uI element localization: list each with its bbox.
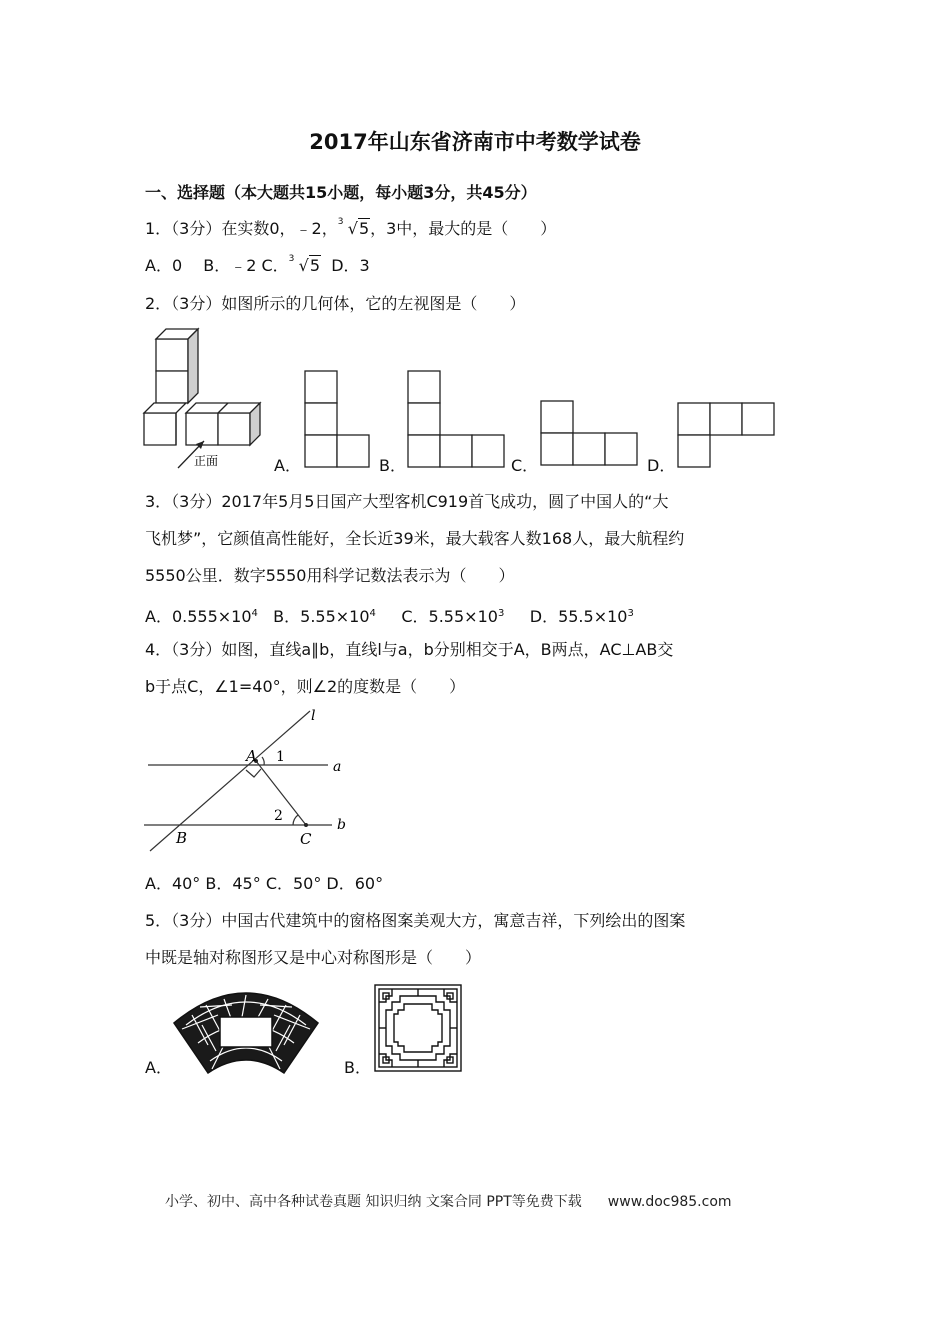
q2-option-a-figure xyxy=(304,370,370,468)
question-3-line-1: 3．（3分）2017年5月5日国产大型客机C919首飞成功，圆了中国人的“大 xyxy=(145,492,669,511)
q2-label-d: D． xyxy=(647,456,676,475)
q3-option-d: D．55.5×10 xyxy=(529,607,628,626)
question-3-options xyxy=(145,604,634,627)
solid-figure xyxy=(140,325,270,475)
question-5-line-2: 中既是轴对称图形又是中心对称图形是（ ） xyxy=(145,948,482,967)
question-1-stem xyxy=(145,219,556,239)
question-3-line-3: 5550公里．数字5550用科学记数法表示为（ ） xyxy=(145,566,515,585)
root-radicand: 5 xyxy=(309,256,321,275)
point-a-label: A xyxy=(246,747,257,765)
footer-text: 小学、初中、高中各种试卷真题 知识归纳 文案合同 PPT等免费下载 xyxy=(165,1194,582,1210)
option-c-cube-root-5: 3 √5 xyxy=(289,256,321,276)
page-footer xyxy=(165,1191,732,1211)
q3-option-b: B．5.55×10 xyxy=(273,607,370,626)
root-index: 3 xyxy=(337,217,344,227)
q5-square-lattice-figure xyxy=(374,984,462,1072)
q2-option-d-figure xyxy=(677,402,775,468)
q3-option-c-exponent: 3 xyxy=(497,608,505,619)
q3-option-b-exponent: 4 xyxy=(369,608,376,619)
page-title: 2017年山东省济南市中考数学试卷 xyxy=(309,130,641,154)
question-1-options xyxy=(145,256,370,276)
question-4-line-1: 4．（3分）如图，直线a∥b，直线l与a，b分别相交于A，B两点，AC⊥AB交 xyxy=(145,640,674,659)
question-5-line-1: 5．（3分）中国古代建筑中的窗格图案美观大方，寓意吉祥，下列绘出的图案 xyxy=(145,911,686,930)
front-label: 正面 xyxy=(194,454,219,468)
q3-option-d-exponent: 3 xyxy=(627,608,634,619)
q1-stem-part-a: 1．（3分）在实数0，﹣2， xyxy=(145,219,338,238)
angle-2-label: 2 xyxy=(274,808,283,824)
q3-option-a-exponent: 4 xyxy=(251,608,258,619)
question-4-options: A．40° B．45° C．50° D．60° xyxy=(145,874,384,893)
q2-label-b: B． xyxy=(379,456,406,475)
q3-option-a: A．0.555×10 xyxy=(145,607,252,626)
question-2-stem: 2．（3分）如图所示的几何体，它的左视图是（ ） xyxy=(145,294,526,313)
root-radicand: 5 xyxy=(358,219,370,238)
q5-label-a: A． xyxy=(145,1058,172,1077)
q2-label-a: A． xyxy=(274,456,301,475)
q5-fan-lattice-figure xyxy=(172,985,320,1077)
line-a-label: a xyxy=(333,759,342,775)
point-b-label: B xyxy=(176,829,188,847)
q2-option-c-figure xyxy=(540,400,638,466)
question-4-line-2: b于点C，∠1=40°，则∠2的度数是（ ） xyxy=(145,677,466,696)
cube-root-5: 3 √5 xyxy=(338,219,370,239)
parallel-lines-figure xyxy=(140,705,355,855)
q5-label-b: B． xyxy=(344,1058,371,1077)
footer-url: www.doc985.com xyxy=(607,1194,732,1210)
line-l-label: l xyxy=(311,708,316,724)
q1-stem-part-b: ，3中，最大的是（ ） xyxy=(370,219,557,238)
root-index: 3 xyxy=(288,254,295,264)
q2-option-b-figure xyxy=(407,370,505,468)
q1-options-abc: A．0 B．﹣2 C． xyxy=(145,256,289,275)
section-heading: 一、选择题（本大题共15小题，每小题3分，共45分） xyxy=(145,183,537,202)
q1-option-d: D．3 xyxy=(331,256,370,275)
point-c-label: C xyxy=(300,830,312,848)
line-b-label: b xyxy=(337,817,346,833)
angle-1-label: 1 xyxy=(276,749,285,765)
q2-label-c: C． xyxy=(511,456,539,475)
q3-option-c: C．5.55×10 xyxy=(401,607,498,626)
question-3-line-2: 飞机梦”，它颜值高性能好，全长近39米，最大载客人数168人，最大航程约 xyxy=(145,529,685,548)
